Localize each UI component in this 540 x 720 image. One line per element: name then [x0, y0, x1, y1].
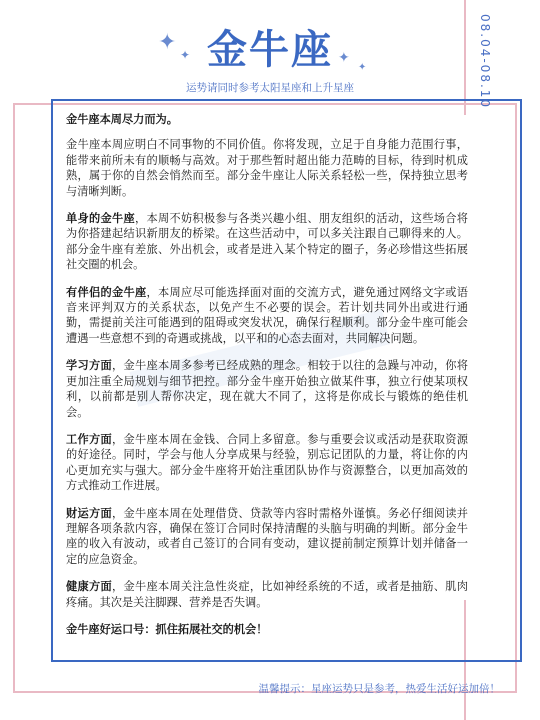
- single-label: 单身的金牛座: [66, 212, 135, 226]
- partnered-text: ，本周应尽可能选择面对面的交流方式，避免通过网络文字或语音来评判双方的关系状态，以免产生不必要的误会。若计划共同外出或进行通勤，需提前关注可能遇到的阻碍或突发状况，确保行程顺利。部分金牛座可能会遭遇一些意想不到的奇遇或挑战，以平和的心态去面对，共同解决问题。: [66, 285, 468, 345]
- finance-paragraph: [66, 506, 468, 568]
- page-title: 金牛座: [207, 27, 333, 73]
- intro-paragraph: 金牛座本周应明白不同事物的不同价值。你将发现，立足于自身能力范围行事，能带来前所未有的顺畅与高效。对于那些暂时超出能力范畴的目标，待到时机成熟，属于你的自然会悄然而至。部分金牛座让人际关系轻松一些，保持独立思考与清晰判断。: [66, 138, 468, 198]
- footer-tip: 温馨提示：星座运势只是参考，热爱生活好运加倍！: [258, 683, 500, 695]
- single-text: ，本周不妨积极参与各类兴趣小组、朋友组织的活动，这些场合将为你搭建起结识新朋友的桥梁。在这些活动中，可以多关注跟自己聊得来的人。部分金牛座有差旅、外出机会，或者是进入某个特定的圈子，务必珍惜这些拓展社交圈的机会。: [66, 212, 468, 272]
- single-paragraph: [66, 211, 468, 273]
- work-label: 工作方面: [66, 432, 112, 446]
- sparkle-icon: ✦: [158, 30, 177, 55]
- study-paragraph: [66, 358, 468, 420]
- work-text: ，金牛座本周在金钱、合同上多留意。参与重要会议或活动是获取资源的好途径。同时，学会与他人分享成果与经验，别忘记团队的力量，将让你的内心更加充实与强大。部分金牛座将开始注重团队协作与资源整合，以更加高效的方式推动工作进展。: [66, 432, 468, 493]
- health-text: ，金牛座本周关注急性炎症，比如神经系统的不适，或者是抽筋、肌肉疼痛。其次是关注脚踝、营养是否失调。: [66, 580, 468, 609]
- date-range: 08.04-08.10: [478, 14, 492, 110]
- partnered-paragraph: [66, 285, 468, 347]
- health-label: 健康方面: [66, 580, 112, 594]
- health-paragraph: [66, 579, 468, 610]
- finance-text: ，金牛座本周在处理借贷、贷款等内容时需格外谨慎。务必仔细阅读并理解各项条款内容，确保在签订合同时保持清醒的头脑与明确的判断。部分金牛座的收入有波动，或者自己签订的合同有变动，建议提前制定预算计划并储备一定的应急资金。: [66, 506, 468, 566]
- study-label: 学习方面: [66, 359, 112, 373]
- partnered-label: 有伴侣的金牛座: [66, 285, 147, 299]
- sparkle-icon: ✦: [358, 62, 367, 73]
- sparkle-icon: ✦: [180, 48, 191, 62]
- study-text: ，金牛座本周多参考已经成熟的理念。相较于以往的急躁与冲动，你将更加注重全局规划与细节把控。部分金牛座开始独立做某件事，独立行使某项权利，以前都是别人帮你决定，现在就大不同了，这将是你成长与锻炼的绝佳机会。: [66, 359, 468, 419]
- page-subtitle: 运势请同时参考太阳星座和上升星座: [186, 82, 354, 94]
- work-paragraph: [66, 432, 468, 494]
- finance-label: 财运方面: [66, 506, 112, 520]
- intro-heading: 金牛座本周尽力而为。: [66, 113, 178, 126]
- slogan: 金牛座好运口号：抓住拓展社交的机会！: [66, 622, 268, 636]
- sparkle-icon: ✦: [338, 50, 350, 66]
- horoscope-content: [66, 112, 468, 647]
